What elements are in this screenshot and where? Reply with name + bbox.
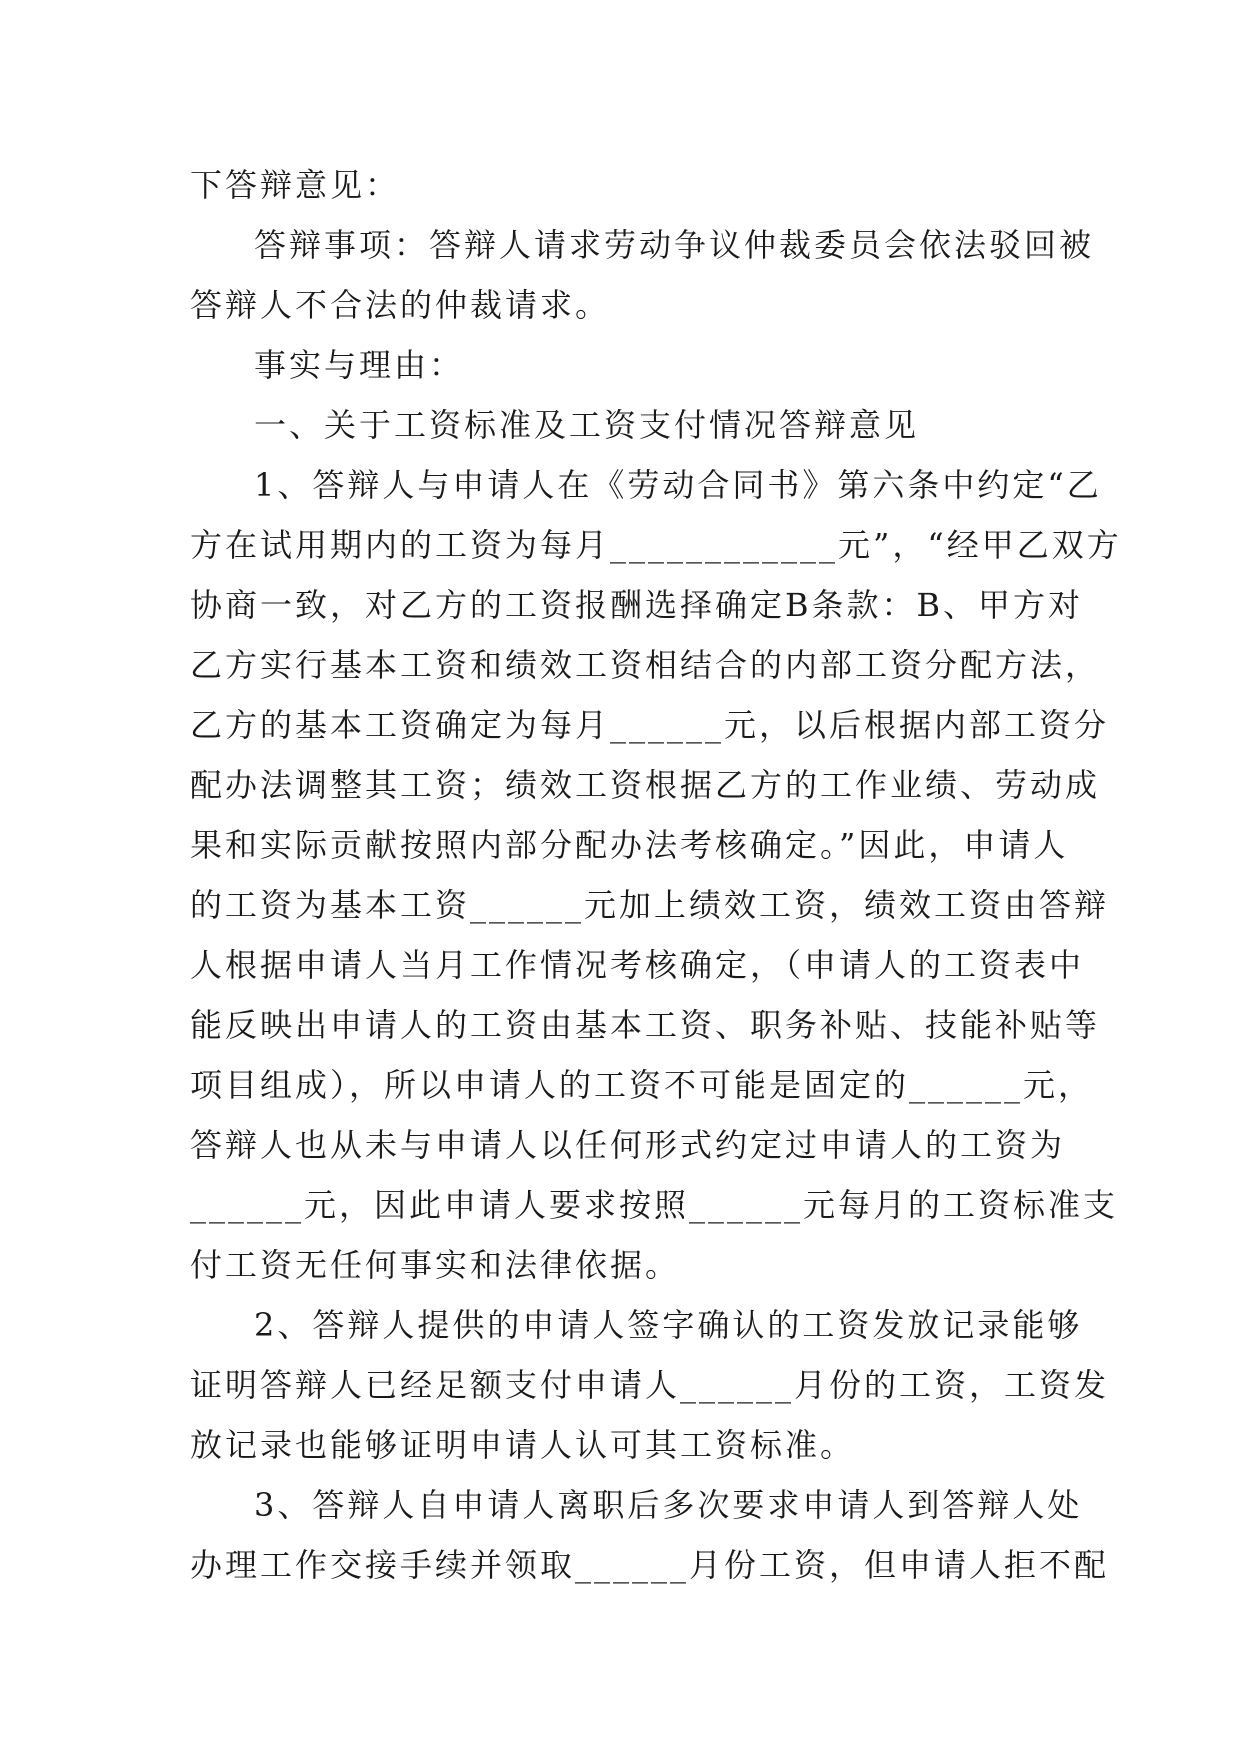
text-line: 2、答辩人提供的申请人签字确认的工资发放记录能够 xyxy=(254,1306,1083,1344)
text-line: 答辩人也从未与申请人以任何形式约定过申请人的工资为 xyxy=(190,1126,1066,1164)
text-line: 下答辩意见： xyxy=(190,166,401,204)
text-line: ______元，因此申请人要求按照______元每月的工资标准支 xyxy=(190,1186,1119,1224)
text-line: 方在试用期内的工资为每月____________元”，“经甲乙双方 xyxy=(190,526,1122,564)
section-heading: 一、关于工资标准及工资支付情况答辩意见 xyxy=(254,406,920,444)
text-line: 的工资为基本工资______元加上绩效工资，绩效工资由答辩 xyxy=(190,886,1110,924)
text-line: 协商一致，对乙方的工资报酬选择确定B条款：B、甲方对 xyxy=(190,586,1084,624)
text-line: 答辩事项：答辩人请求劳动争议仲裁委员会依法驳回被 xyxy=(254,226,1095,264)
text-line: 放记录也能够证明申请人认可其工资标准。 xyxy=(190,1426,856,1464)
text-line: 3、答辩人自申请人离职后多次要求申请人到答辩人处 xyxy=(254,1486,1083,1524)
text-line: 事实与理由： xyxy=(254,346,465,384)
text-line: 果和实际贡献按照内部分配办法考核确定。”因此，申请人 xyxy=(190,826,1069,864)
text-line: 证明答辩人已经足额支付申请人______月份的工资，工资发 xyxy=(190,1366,1110,1404)
text-line: 1、答辩人与申请人在《劳动合同书》第六条中约定“乙 xyxy=(254,466,1102,504)
text-line: 人根据申请人当月工作情况考核确定，（申请人的工资表中 xyxy=(190,946,1085,984)
text-line: 付工资无任何事实和法律依据。 xyxy=(190,1246,681,1284)
text-line: 办理工作交接手续并领取______月份工资，但申请人拒不配 xyxy=(190,1546,1110,1584)
text-line: 乙方实行基本工资和绩效工资相结合的内部工资分配方法， xyxy=(190,646,1101,684)
text-line: 乙方的基本工资确定为每月______元，以后根据内部工资分 xyxy=(190,706,1110,744)
text-line: 能反映出申请人的工资由基本工资、职务补贴、技能补贴等 xyxy=(190,1006,1101,1044)
text-line: 配办法调整其工资；绩效工资根据乙方的工作业绩、劳动成 xyxy=(190,766,1101,804)
text-line: 项目组成），所以申请人的工资不可能是固定的______元， xyxy=(190,1066,1094,1104)
document-body xyxy=(190,155,1122,1595)
text-line: 答辩人不合法的仲裁请求。 xyxy=(190,286,611,324)
